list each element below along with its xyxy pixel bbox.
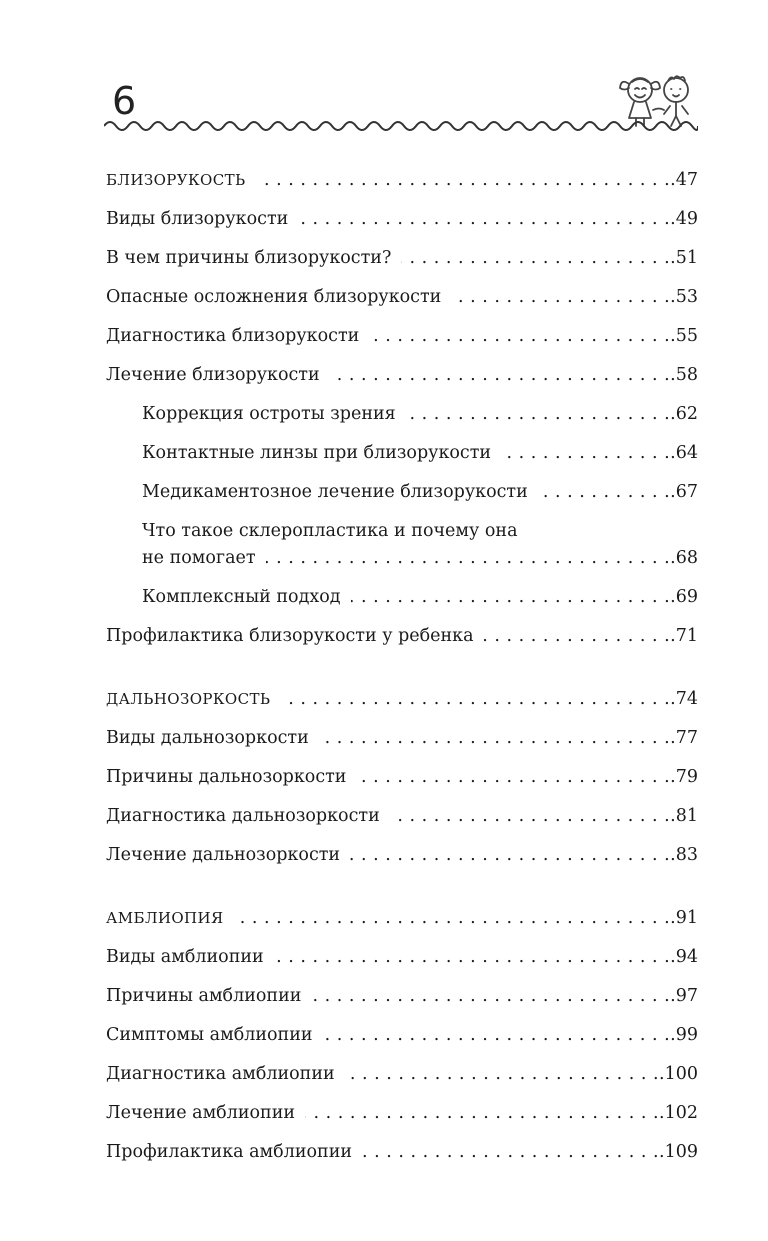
toc-section-amblyopia [106,891,698,1164]
toc-entry-page: .99 [670,1025,698,1045]
toc-entry-page: .64 [670,443,698,463]
toc-entry-page: .74 [670,689,698,709]
toc-entry[interactable] [106,1086,698,1125]
toc-leader-dots [330,363,671,387]
toc-entry-page: .100 [659,1064,698,1084]
toc-entry[interactable] [106,309,698,348]
toc-entry-title-line2: не помогает [142,548,256,568]
toc-leader-dots [451,285,670,309]
toc-entry[interactable] [106,789,698,828]
toc-subentry[interactable] [106,570,698,609]
toc-section-hyperopia [106,672,698,867]
toc-entry-page: .109 [659,1142,698,1162]
toc-entry-page: .67 [670,482,698,502]
toc-leader-dots [351,585,671,609]
toc-entry-page: .102 [659,1103,698,1123]
toc-entry[interactable] [106,672,698,711]
toc-entry-page: .94 [670,947,698,967]
toc-entry-line2 [142,543,698,570]
toc-entry[interactable] [106,270,698,309]
toc-entry[interactable] [106,969,698,1008]
toc-entry[interactable] [106,1008,698,1047]
toc-entry-page: .62 [670,404,698,424]
toc-entry-title: Диагностика амблиопии [106,1064,335,1084]
toc-entry-page: .58 [670,365,698,385]
toc-entry-title: БЛИЗОРУКОСТЬ [106,171,246,189]
toc-entry-page: .47 [670,170,698,190]
toc-entry[interactable] [106,711,698,750]
toc-leader-dots [234,906,671,930]
toc-entry-page: .83 [670,845,698,865]
toc-entry-title: Профилактика амблиопии [106,1142,353,1162]
toc-entry-title: Причины амблиопии [106,986,302,1006]
toc-entry-title-line1: Что такое склеропластика и почему она [142,521,518,541]
toc-entry-title: Виды близорукости [106,209,289,229]
toc-entry-title: Лечение близорукости [106,365,320,385]
toc-entry[interactable] [106,930,698,969]
toc-entry-title: Диагностика дальнозоркости [106,806,380,826]
toc-leader-dots [501,441,670,465]
toc-entry[interactable] [106,1125,698,1164]
toc-entry[interactable] [106,828,698,867]
toc-entry-title: В чем причины близорукости? [106,248,392,268]
toc-leader-dots [266,546,671,570]
toc-entry-page: .77 [670,728,698,748]
toc-leader-dots [298,207,670,231]
toc-entry-page: .53 [670,287,698,307]
toc-entry-title: Комплексный подход [142,587,341,607]
toc-entry[interactable] [106,1047,698,1086]
toc-entry-page: .79 [670,767,698,787]
toc-subentry[interactable] [106,426,698,465]
toc-leader-dots [390,804,670,828]
toc-entry-title: Коррекция остроты зрения [142,404,396,424]
toc-entry-page: .55 [670,326,698,346]
page-number: 6 [112,79,137,123]
toc-entry[interactable] [106,153,698,192]
toc-entry-title: Причины дальнозоркости [106,767,347,787]
toc-entry-page: .69 [670,587,698,607]
toc-entry[interactable] [106,192,698,231]
toc-entry[interactable] [106,348,698,387]
toc-leader-dots [323,1023,671,1047]
toc-leader-dots [305,1101,659,1125]
toc-entry-page: .97 [670,986,698,1006]
toc-entry-title: Виды амблиопии [106,947,264,967]
toc-entry-title: ДАЛЬНОЗОРКОСТЬ [106,690,271,708]
toc-entry-page: .81 [670,806,698,826]
toc-leader-dots [356,765,670,789]
toc-leader-dots [345,1062,659,1086]
toc-entry-page: .91 [670,908,698,928]
toc-entry[interactable] [106,750,698,789]
toc-entry-title: Диагностика близорукости [106,326,360,346]
toc-leader-dots [274,945,670,969]
toc-entry-title: Лечение дальнозоркости [106,845,341,865]
toc-leader-dots [369,324,670,348]
toc-leader-dots [401,246,670,270]
toc-leader-dots [362,1140,659,1164]
toc-leader-dots [319,726,670,750]
toc-leader-dots [484,624,671,648]
toc-entry-page: .51 [670,248,698,268]
toc-leader-dots [350,843,670,867]
toc-entry-title: Медикаментозное лечение близорукости [142,482,528,502]
table-of-contents [106,153,698,1164]
toc-leader-dots [538,480,670,504]
toc-leader-dots [280,687,670,711]
toc-entry-title: Лечение амблиопии [106,1103,296,1123]
toc-entry-title: Виды дальнозоркости [106,728,309,748]
toc-leader-dots [256,168,671,192]
toc-subentry[interactable] [106,387,698,426]
toc-entry[interactable] [106,231,698,270]
toc-entry-page: .71 [670,626,698,646]
toc-entry-title: Симптомы амблиопии [106,1025,313,1045]
toc-entry-title: Опасные осложнения близорукости [106,287,442,307]
toc-entry-title: Контактные линзы при близорукости [142,443,492,463]
toc-entry[interactable] [106,609,698,648]
toc-entry-title: Профилактика близорукости у ребенка [106,626,474,646]
toc-subentry[interactable] [106,465,698,504]
toc-entry-title: АМБЛИОПИЯ [106,909,224,927]
toc-entry-page: .68 [670,548,698,568]
decorative-wave-divider [104,118,698,134]
toc-leader-dots [311,984,670,1008]
toc-subentry[interactable] [106,504,698,570]
toc-leader-dots [406,402,670,426]
toc-entry-page: .49 [670,209,698,229]
toc-entry[interactable] [106,891,698,930]
toc-section-myopia [106,153,698,648]
